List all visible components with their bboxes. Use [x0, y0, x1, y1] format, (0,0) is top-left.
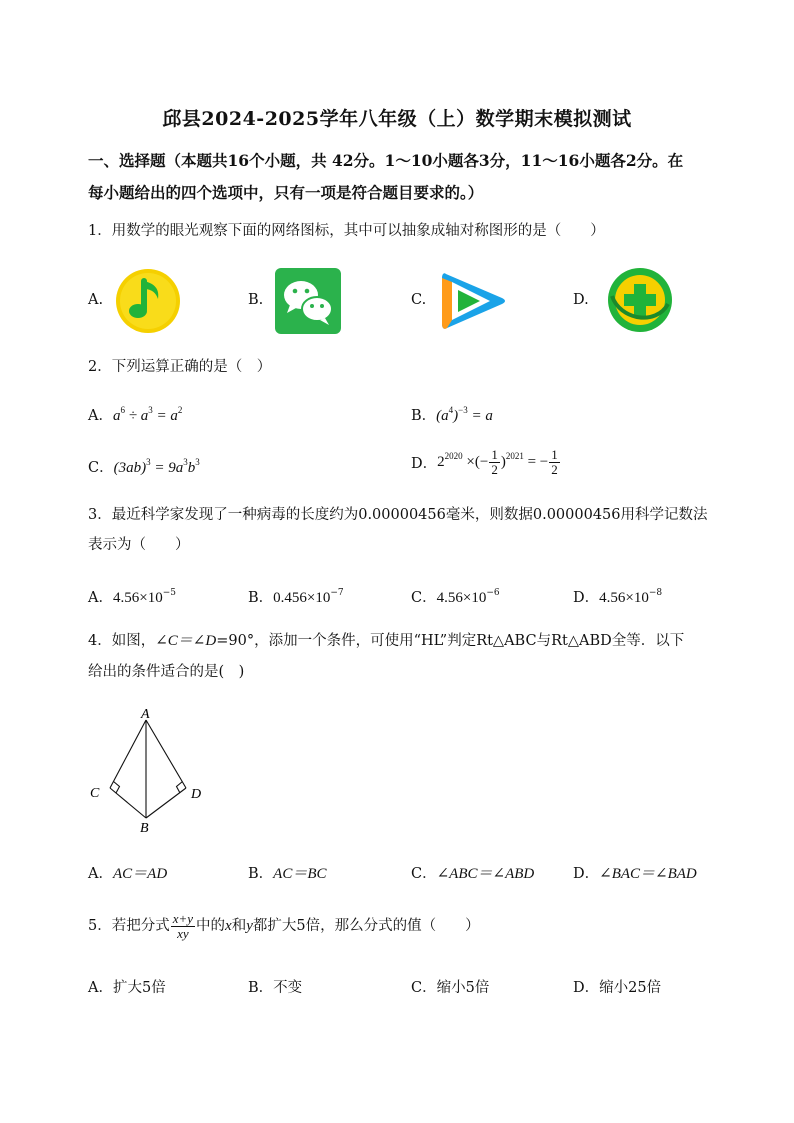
page-title: 邱县2024-2025学年八年级（上）数学期末模拟测试 — [162, 108, 632, 130]
q3-option-b-exp: −7 — [330, 588, 344, 598]
q5-option-d-label: D． — [573, 980, 600, 996]
q2-option-b-expr: $(a^4)^{-3} = a$ — [436, 405, 493, 424]
q4-option-a — [88, 862, 167, 883]
q3-option-d — [573, 586, 662, 607]
q5-var-x: x — [225, 918, 232, 934]
q5-option-d — [573, 976, 661, 997]
q3-option-a-base: 4.56×10 — [112, 590, 163, 606]
q4-option-a-label: A． — [88, 866, 113, 882]
q4-stem-post: =90°，添加一个条件，可使用“HL”判定Rt△ABC与Rt△ABD全等．以下 — [216, 633, 685, 649]
q5-option-a — [88, 976, 166, 997]
chat-bubbles-icon — [275, 268, 341, 334]
play-icon — [438, 268, 508, 334]
q3-option-a-exp: −5 — [162, 588, 176, 598]
q5-stem-post: 都扩大5倍，那么分式的值（ ） — [252, 918, 480, 934]
q1-stem: 1．用数学的眼光观察下面的网络图标，其中可以抽象成轴对称图形的是（ ） — [88, 223, 605, 239]
q5-stem-mid1: 中的 — [196, 918, 226, 934]
q3-option-b-base: 0.456×10 — [273, 590, 331, 606]
q4-option-b — [248, 862, 327, 883]
plus-shield-icon — [606, 266, 674, 334]
q2-option-a-expr: $a^6 \div a^3 = a^2$ — [112, 405, 183, 424]
q1-option-a-label: A. — [88, 292, 104, 308]
q3-option-b-label: B． — [248, 590, 274, 606]
q3-option-a — [88, 586, 176, 607]
q4-stem-line2: 给出的条件适合的是( ) — [88, 664, 245, 680]
q2-stem: 2．下列运算正确的是（ ） — [88, 359, 272, 375]
q5-stem — [88, 906, 718, 946]
q2-option-d-label: D． — [411, 456, 438, 472]
q5-option-a-text: 扩大5倍 — [112, 980, 166, 996]
q2-option-a-label: A． — [88, 408, 113, 424]
q4-option-b-text: AC＝BC — [273, 866, 327, 882]
q5-option-d-text: 缩小25倍 — [599, 980, 662, 996]
section-header-line1: 一、选择题（本题共16个小题，共 42分。1～10小题各3分，11～16小题各2分。在 — [88, 151, 684, 170]
q4-option-d-text: ∠BAC＝∠BAD — [599, 866, 697, 882]
q2-option-c-label: C． — [88, 460, 114, 476]
q5-option-c-label: C． — [411, 980, 437, 996]
q4-option-b-label: B． — [248, 866, 274, 882]
q3-option-c-base: 4.56×10 — [436, 590, 487, 606]
q3-option-c-label: C． — [411, 590, 437, 606]
q5-option-c — [411, 976, 489, 997]
q5-fraction-numerator: x+y — [172, 910, 194, 926]
figure-label-d: D — [191, 787, 202, 802]
q5-option-c-text: 缩小5倍 — [436, 980, 490, 996]
q4-stem-line1 — [88, 626, 718, 656]
q1-option-d-label: D. — [573, 292, 589, 308]
q2-option-d-expr: $2^{2020}$ ×(− $\frac{1}{2}$ )$^{2021}$ = − $\frac{1}{2}$ — [437, 447, 558, 477]
q5-option-a-label: A． — [88, 980, 113, 996]
q3-stem-line2: 表示为（ ） — [88, 537, 190, 553]
music-note-icon — [114, 267, 182, 335]
figure-label-b: B — [140, 821, 149, 836]
q5-option-b-label: B． — [248, 980, 274, 996]
figure-label-a: A — [141, 707, 150, 722]
q5-stem-mid2: 和 — [231, 918, 247, 934]
q2-option-a — [88, 404, 182, 425]
q2-option-d — [411, 448, 561, 477]
section-header-line2: 每小题给出的四个选项中，只有一项是符合题目要求的。） — [88, 183, 484, 202]
q3-stem-line1: 3．最近科学家发现了一种病毒的长度约为0.00000456毫米，则数据0.00000456用科学记数法 — [88, 507, 708, 523]
q3-option-c-exp: −6 — [486, 588, 500, 598]
q1-option-c-label: C. — [411, 292, 427, 308]
q5-stem-pre: 5．若把分式 — [88, 918, 170, 934]
q2-option-c-expr: $(3ab)^3 = 9a^3b^3$ — [113, 457, 200, 476]
q4-option-c-text: ∠ABC＝∠ABD — [436, 866, 535, 882]
q4-option-d — [573, 862, 697, 883]
q4-stem-pre: 4．如图， — [88, 633, 156, 649]
q3-option-d-exp: −8 — [648, 588, 663, 598]
q2-option-b — [411, 404, 493, 425]
q2-option-c — [88, 456, 200, 477]
q3-option-c — [411, 586, 500, 607]
q4-stem-condition: ∠C＝∠D — [155, 633, 217, 649]
q5-fraction — [171, 912, 195, 941]
q4-option-a-text: AC＝AD — [112, 866, 168, 882]
q2-option-b-label: B． — [411, 408, 437, 424]
q3-option-a-label: A． — [88, 590, 113, 606]
q4-option-c-label: C． — [411, 866, 437, 882]
q3-option-d-base: 4.56×10 — [599, 590, 649, 606]
figure-label-c: C — [90, 786, 100, 801]
q1-option-b-label: B. — [248, 292, 264, 308]
q5-option-b — [248, 976, 302, 997]
q4-option-c — [411, 862, 534, 883]
q5-option-b-text: 不变 — [273, 980, 303, 996]
q3-option-d-label: D． — [573, 590, 600, 606]
q4-option-d-label: D． — [573, 866, 600, 882]
q5-fraction-denominator: xy — [177, 925, 189, 941]
q5-var-y: y — [246, 918, 253, 934]
q3-option-b — [248, 586, 344, 607]
triangle-figure — [84, 702, 214, 842]
